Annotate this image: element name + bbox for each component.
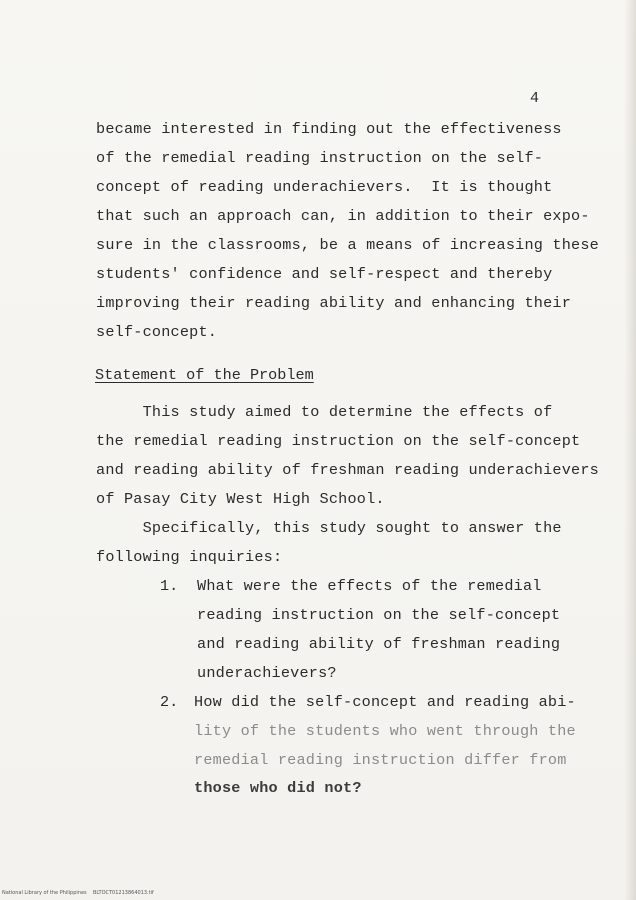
- inquiry-line: remedial reading instruction differ from: [194, 751, 567, 769]
- intro-line: concept of reading underachievers. It is thought: [96, 178, 553, 196]
- inquiry-line: reading instruction on the self-concept: [197, 606, 561, 624]
- inquiry-number: 1.: [160, 577, 179, 595]
- archive-footer: National Library of the Philippines BLTOCT01213864013.tif: [2, 890, 154, 896]
- problem-line: This study aimed to determine the effects of: [96, 403, 553, 421]
- inquiry-line: those who did not?: [194, 779, 362, 797]
- intro-line: self-concept.: [96, 323, 218, 341]
- inquiry-line: and reading ability of freshman reading: [197, 635, 561, 653]
- specific-line: following inquiries:: [96, 548, 283, 566]
- problem-line: the remedial reading instruction on the self-concept: [96, 432, 581, 450]
- inquiry-line: What were the effects of the remedial: [197, 577, 542, 595]
- inquiry-number: 2.: [160, 693, 179, 711]
- section-heading: Statement of the Problem: [95, 366, 314, 384]
- intro-line: that such an approach can, in addition to their expo-: [96, 207, 590, 225]
- intro-line: improving their reading ability and enhancing their: [96, 294, 572, 312]
- specific-line: Specifically, this study sought to answer the: [96, 519, 562, 537]
- intro-line: students' confidence and self-respect and thereby: [96, 265, 553, 283]
- page-edge-shadow: [624, 0, 636, 900]
- inquiry-line: How did the self-concept and reading abi-: [194, 693, 576, 711]
- problem-line: of Pasay City West High School.: [96, 490, 385, 508]
- inquiry-line: underachievers?: [197, 664, 337, 682]
- page-number: 4: [530, 90, 540, 107]
- intro-line: became interested in finding out the effectiveness: [96, 120, 562, 138]
- intro-line: of the remedial reading instruction on the self-: [96, 149, 544, 167]
- inquiry-line: lity of the students who went through the: [194, 722, 576, 740]
- problem-line: and reading ability of freshman reading underachievers: [96, 461, 599, 479]
- intro-line: sure in the classrooms, be a means of increasing these: [96, 236, 599, 254]
